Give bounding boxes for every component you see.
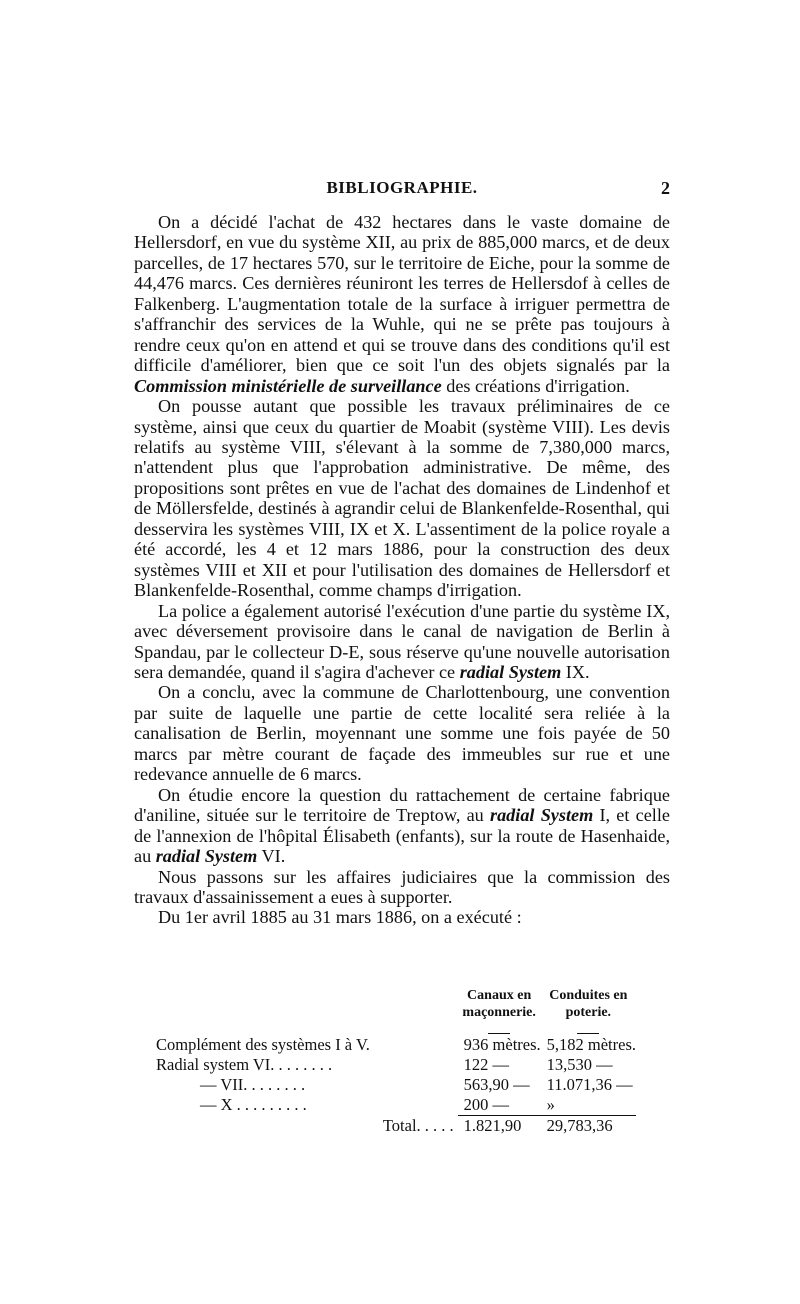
text-run: des créations d'irrigation.	[441, 375, 630, 396]
italic-run: radial System	[459, 661, 562, 682]
text-run: VI.	[257, 846, 286, 867]
paragraph	[134, 601, 670, 683]
paragraph	[134, 212, 670, 396]
row-label: Complément des systèmes I à V.	[156, 1035, 370, 1054]
text-run: On a conclu, avec la commune de Charlottenbourg, une convention par suite de laquelle une partie de cette localité sera reliée à la canalisation de Berlin, moyennant une somme une fois payée de 50 marcs par mètre courant de façade des immeubles sur rue et une redevance annuelle de 6 marcs.	[134, 682, 670, 785]
rule-dash	[488, 1033, 510, 1034]
text-run: On pousse autant que possible les travaux préliminaires de ce système, ainsi que ceux du quartier de Moabit (système VIII). Les devis relatifs au système VIII, s'élevant à la somme de 7,380,000 marcs, n'attendent plus que l'approbation administrative. De même, des propositions sont prêtes en vue de l'achat des domaines de Lindenhof et de Möllersfelde, destinés à agrandir celui de Blankenfelde-Rosenthal, qui desservira les systèmes VIII, IX et X. L'assentiment de la police royale a été accordé, les 4 et 12 mars 1886, pour la construction des deux systèmes VIII et XII et pour l'utilisation des domaines de Hellersdorf et Blankenfelde-Rosenthal, comme champs d'irrigation.	[134, 396, 670, 601]
table-row	[156, 1055, 636, 1075]
row-conduites: 5,182 mètres.	[546, 1035, 636, 1054]
text-run: On a décidé l'achat de 432 hectares dans le vaste domaine de Hellersdorf, en vue du système XII, au prix de 885,000 marcs, et de deux parcelles, de 17 hectares 570, sur le territoire de Eiche, pour la somme de 44,476 marcs. Ces dernières réuniront les terres de Hellersdof à celles de Falkenberg. L'augmentation totale de la surface à irriguer permettra de s'affranchir des services de la Wuhle, qui ne se prête pas toujours à rendre ceux qu'on en attend et qui se trouve dans des conditions qu'il est difficile d'améliorer, bien que ce soit l'un des objets signalés par la	[134, 212, 670, 376]
text-run: Nous passons sur les affaires judiciaires que la commission des travaux d'assainissement a eues à supporter.	[134, 866, 670, 907]
works-table	[156, 987, 636, 1136]
page-header	[134, 178, 670, 204]
page-number: 2	[661, 178, 670, 198]
row-canaux: 936 mètres.	[463, 1035, 541, 1054]
row-conduites: 13,530 —	[546, 1055, 613, 1074]
row-label: Radial system VI. . . . . . . .	[156, 1055, 333, 1074]
row-canaux: 200 —	[463, 1095, 510, 1114]
italic-run: radial System	[155, 846, 258, 867]
text-run: La police a également autorisé l'exécution d'une partie du système IX, avec déversement provisoire dans le canal de navigation de Berlin à Spandau, par le collecteur D-E, sous réserve qu'une nouvelle autorisation sera demandée, quand il s'agira d'achever ce	[134, 600, 670, 682]
total-label: Total. . . . .	[382, 1115, 454, 1135]
paragraph	[134, 867, 670, 908]
row-conduites: 11.071,36 —	[546, 1075, 633, 1094]
paragraph	[134, 396, 670, 601]
total-conduites: 29,783,36	[541, 1116, 636, 1137]
table-row	[156, 1095, 636, 1116]
row-canaux: 563,90 —	[463, 1075, 530, 1094]
table-row	[156, 1075, 636, 1095]
italic-run: Commission ministérielle de surveillance	[134, 375, 442, 396]
table-header-blank	[156, 987, 458, 1023]
table-header-canaux: Canaux en maçonnerie.	[462, 988, 536, 1020]
row-conduites: »	[546, 1095, 555, 1114]
table-header-rule	[156, 1023, 636, 1035]
rule-dash	[577, 1033, 599, 1034]
row-canaux: 122 —	[463, 1055, 510, 1074]
paragraph	[134, 907, 670, 927]
text-run: I, et celle de l'annexion de l'hôpital Élisabeth (enfants), sur la route de Hasenhaide, au	[134, 805, 670, 867]
text-run: Du 1er avril 1885 au 31 mars 1886, on a exécuté :	[158, 907, 522, 928]
table-row	[156, 1035, 636, 1055]
paragraph	[134, 785, 670, 867]
row-label: — X . . . . . . . . .	[200, 1095, 307, 1115]
table-total-row	[156, 1116, 636, 1137]
running-head: BIBLIOGRAPHIE.	[326, 178, 478, 197]
text-run: On étudie encore la question du rattachement de certaine fabrique d'aniline, située sur le territoire de Treptow, au	[134, 784, 670, 826]
paragraph	[134, 682, 670, 784]
text-run: IX.	[561, 661, 590, 682]
italic-run: radial System	[490, 805, 594, 826]
row-label: — VII. . . . . . . .	[200, 1075, 306, 1094]
body-text	[134, 212, 670, 928]
total-canaux: 1.821,90	[458, 1116, 541, 1137]
table-header-conduites: Conduites en poterie.	[549, 988, 628, 1020]
